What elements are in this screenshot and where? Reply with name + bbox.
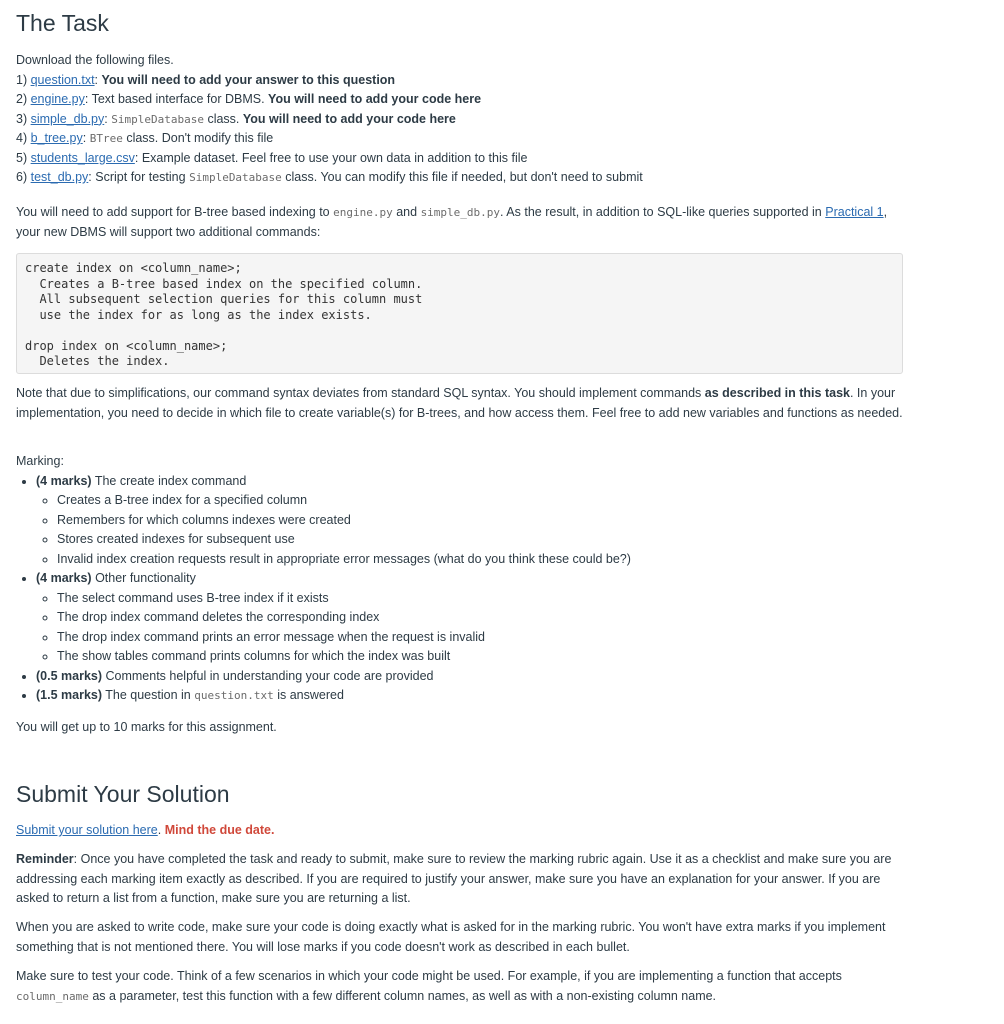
marking-item xyxy=(36,472,916,570)
test-db-py-link[interactable]: test_db.py xyxy=(30,170,89,184)
testing-text: Make sure to test your code. Think of a few scenarios in which your code might be used. For example, if you are implementing a function that accepts xyxy=(16,969,842,983)
marking-item xyxy=(36,686,916,706)
marking-subitem: ◦ Remembers for which columns indexes were created xyxy=(57,511,916,531)
marking-subitem: ◦ The select command uses B-tree index if it exists xyxy=(57,589,916,609)
code-advice-paragraph: When you are asked to write code, make sure your code is doing exactly what is asked for in the marking rubric. You won't have extra marks if you implement something that is not mentioned there. You will lose marks if you code doesn't work as described in each bullet. xyxy=(16,920,886,954)
column-name-code: column_name xyxy=(16,989,89,1003)
due-date-warning: Mind the due date. xyxy=(164,823,275,837)
marks-value: (4 marks) xyxy=(36,571,92,585)
submit-dot: . xyxy=(157,823,162,837)
support-text: and xyxy=(396,205,418,219)
support-text: You will need to add support for B-tree based indexing to xyxy=(16,205,330,219)
total-marks-text: You will get up to 10 marks for this assignment. xyxy=(16,720,277,734)
reminder-paragraph xyxy=(16,850,911,909)
note-text: Note that due to simplifications, our command syntax deviates from standard SQL syntax. You should implement commands xyxy=(16,386,702,400)
marking-item xyxy=(36,569,916,667)
file-number: 4) xyxy=(16,131,28,145)
file-number: 5) xyxy=(16,150,28,165)
file-sep: : xyxy=(84,92,89,106)
marking-text: The question in xyxy=(105,688,191,702)
marking-text: is answered xyxy=(277,688,344,702)
file-sep: : xyxy=(134,150,139,165)
commands-code-block: create index on <column_name>; Creates a B-tree based index on the specified column. All subsequent selection queries for this column must use the index for as long as the index exists. drop index on <column_name>; Deletes the index. xyxy=(16,253,903,374)
simple-db-code: simple_db.py xyxy=(420,206,501,219)
marking-text: The create index command xyxy=(94,473,247,488)
simple-db-py-link[interactable]: simple_db.py xyxy=(30,111,105,126)
support-text: , your new DBMS will support two additional commands: xyxy=(16,205,888,239)
file-list xyxy=(16,71,976,188)
engine-py-link[interactable]: engine.py xyxy=(30,92,85,106)
file-item xyxy=(16,129,976,149)
question-txt-link[interactable]: question.txt xyxy=(30,72,95,87)
marking-subitem: ◦ Invalid index creation requests result in appropriate error messages (what do you think these could be?) xyxy=(57,550,916,570)
file-number: 1) xyxy=(16,72,28,87)
submit-heading: Submit Your Solution xyxy=(16,781,230,807)
file-note-bold: You will need to add your answer to this question xyxy=(101,72,396,87)
reminder-text: : Once you have completed the task and ready to submit, make sure to review the marking rubric again. Use it as a checklist and make sure you are addressing each marking item exactly as described. If you are required to justify your answer, make sure you have an explanation for your answer. If you are asked to return a list from a function, make sure you are returning a list. xyxy=(16,852,892,905)
marking-text: Other functionality xyxy=(95,571,196,585)
file-desc: class. You can modify this file if needed, but don't need to submit xyxy=(285,170,643,184)
b-tree-py-link[interactable]: b_tree.py xyxy=(30,131,83,145)
class-name-code: SimpleDatabase xyxy=(111,112,204,126)
note-text: . In your implementation, you need to decide in which file to create variable(s) for B-trees, and how access them. Feel free to add new variables and functions as needed. xyxy=(16,386,903,420)
marking-text: Comments helpful in understanding your code are provided xyxy=(105,668,434,683)
marking-subitem: ◦ The drop index command prints an error message when the request is invalid xyxy=(57,628,916,648)
marking-list xyxy=(16,472,916,706)
file-desc: class. xyxy=(207,111,240,126)
class-name-code: BTree xyxy=(89,132,123,145)
file-item xyxy=(16,149,976,169)
submit-solution-link[interactable]: Submit your solution here xyxy=(16,823,158,837)
file-sep: : xyxy=(82,131,87,145)
submit-line xyxy=(16,821,274,841)
support-paragraph xyxy=(16,203,896,242)
file-sep: : xyxy=(104,111,108,126)
file-item xyxy=(16,110,976,130)
file-note-bold: You will need to add your code here xyxy=(268,92,482,106)
file-note-bold: You will need to add your code here xyxy=(242,111,456,126)
file-sep: : xyxy=(94,72,99,87)
file-sep: : xyxy=(88,170,92,184)
note-bold: as described in this task xyxy=(704,386,850,400)
testing-paragraph xyxy=(16,967,896,1006)
class-name-code: SimpleDatabase xyxy=(189,171,282,184)
marking-subitem: ◦ The show tables command prints columns for which the index was built xyxy=(57,647,916,667)
testing-text: as a parameter, test this function with a few different column names, as well as with a non-existing column name. xyxy=(92,988,717,1003)
file-desc: Script for testing xyxy=(95,170,186,184)
question-txt-code: question.txt xyxy=(194,689,274,702)
task-heading: The Task xyxy=(16,10,109,36)
marks-value: (0.5 marks) xyxy=(36,668,103,683)
file-item xyxy=(16,90,976,110)
marking-label: Marking: xyxy=(16,454,64,468)
file-desc: Text based interface for DBMS. xyxy=(91,92,265,106)
marking-item xyxy=(36,667,916,687)
support-text: . As the result, in addition to SQL-like queries supported in xyxy=(500,205,822,219)
note-paragraph xyxy=(16,384,911,423)
students-large-csv-link[interactable]: students_large.csv xyxy=(30,150,135,165)
marks-value: (4 marks) xyxy=(36,473,92,488)
file-item xyxy=(16,168,976,188)
practical-1-link[interactable]: Practical 1 xyxy=(825,205,884,219)
download-intro: Download the following files. xyxy=(16,53,174,67)
marks-value: (1.5 marks) xyxy=(36,688,103,702)
marking-subitem: ◦ The drop index command deletes the corresponding index xyxy=(57,608,916,628)
file-item xyxy=(16,71,976,91)
marking-subitem: ◦ Stores created indexes for subsequent use xyxy=(57,530,916,550)
file-number: 6) xyxy=(16,170,28,184)
file-desc: class. Don't modify this file xyxy=(126,131,274,145)
file-number: 3) xyxy=(16,111,28,126)
file-number: 2) xyxy=(16,92,28,106)
reminder-label: Reminder xyxy=(16,852,74,866)
file-desc: Example dataset. Feel free to use your own data in addition to this file xyxy=(141,150,528,165)
engine-code: engine.py xyxy=(333,206,393,219)
marking-subitem: ◦ Creates a B-tree index for a specified column xyxy=(57,491,916,511)
